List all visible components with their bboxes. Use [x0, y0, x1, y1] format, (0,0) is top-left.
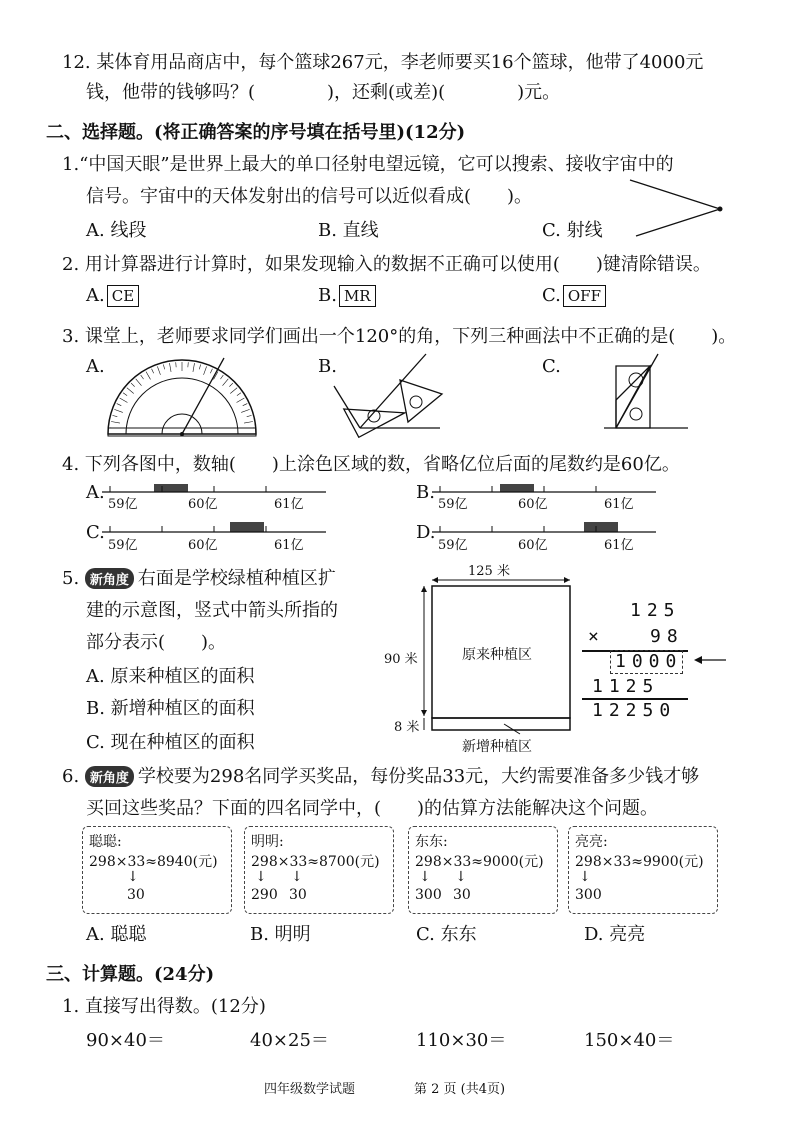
protractor-tick: [123, 393, 127, 396]
protractor-tick: [210, 369, 212, 374]
protractor-tick: [244, 421, 253, 423]
protractor-tick: [222, 379, 228, 386]
arrow-down-icon: ↓: [291, 869, 303, 885]
mc3-option-b: B.: [318, 356, 337, 377]
calc-result: 12250: [592, 700, 677, 721]
mc4-c-tick-61: 61亿: [274, 538, 304, 553]
mc2-option-a: A. CE: [86, 285, 139, 307]
mc1-option-b: B. 直线: [318, 220, 379, 241]
footer-subject: 四年级数学试题: [264, 1082, 356, 1097]
protractor-tick: [146, 372, 151, 380]
mc4-option-b: B.: [416, 482, 435, 503]
footer-page: 第 2 页 (共4页): [414, 1082, 506, 1097]
new-angle-badge: 新角度: [85, 568, 134, 589]
calc-item-2: 40×25＝: [250, 1030, 329, 1051]
mc2-option-c: C. OFF: [542, 285, 606, 307]
arrow-down-icon: ↓: [419, 869, 431, 885]
mc6-option-d: D. 亮亮: [584, 924, 646, 945]
mc3-option-c: C.: [542, 356, 561, 377]
calc1-title: 1. 直接写出得数。(12分): [62, 996, 266, 1017]
protractor-tick: [247, 415, 252, 416]
mc5-line1: 5. 新角度 右面是学校绿植种植区扩: [62, 568, 336, 589]
ray-angle-figure: [626, 176, 726, 240]
new-angle-badge: 新角度: [85, 766, 134, 787]
arrow-down-icon: ↓: [127, 869, 139, 885]
mc6-option-b: B. 明明: [250, 924, 311, 945]
protractor-tick: [220, 375, 223, 379]
protractor-tick: [111, 421, 120, 423]
protractor-tick: [193, 363, 195, 372]
ce-key: CE: [107, 285, 139, 307]
mc4-a-tick-59: 59亿: [108, 497, 138, 512]
height-label: 90 米: [384, 652, 418, 667]
protractor-tick: [237, 398, 245, 403]
mr-key: MR: [339, 285, 376, 307]
mc1-option-a: A. 线段: [86, 220, 147, 241]
protractor-tick: [117, 404, 122, 406]
mc2-text: 2. 用计算器进行计算时，如果发现输入的数据不正确可以使用( )键清除错误。: [62, 254, 711, 275]
section2-title: 二、选择题。(将正确答案的序号填在括号里)(12分): [46, 122, 466, 143]
mc6-line1: 6. 新角度 学校要为298名同学买奖品，每份奖品33元，大约需要准备多少钱才够: [62, 766, 700, 787]
original-area-label: 原来种植区: [462, 647, 532, 663]
q12-line1: 12. 某体育用品商店中，每个篮球267元，李老师要买16个篮球，他带了4000元: [62, 52, 704, 73]
arrow-down-icon: ↓: [255, 869, 267, 885]
mc6-option-c: C. 东东: [416, 924, 477, 945]
mc5-option-a: A. 原来种植区的面积: [86, 666, 255, 687]
calc-mul-sign: ×: [588, 626, 599, 647]
calc-top: 125: [630, 600, 681, 621]
triangle-ruler-c-figure: [592, 350, 692, 440]
protractor-tick: [230, 388, 237, 394]
protractor-tick: [199, 364, 200, 369]
mc4-d-tick-60: 60亿: [518, 538, 548, 553]
protractor-tick: [157, 366, 160, 374]
added-height-label: 8 米: [394, 720, 420, 735]
mc4-b-tick-59: 59亿: [438, 497, 468, 512]
mc1-line2: 信号。宇宙中的天体发射出的信号可以近似看成( )。: [86, 186, 533, 207]
mc5-line3: 部分表示( )。: [86, 632, 227, 653]
protractor-tick: [120, 398, 128, 403]
estimate-card-dongdong: 东东: 298×33≈9000(元) ↓ ↓ 300 30: [408, 826, 558, 914]
protractor-tick: [243, 404, 248, 406]
mc5-line2: 建的示意图，竖式中箭头所指的: [86, 600, 338, 621]
mc4-b-tick-60: 60亿: [518, 497, 548, 512]
protractor-tick: [141, 375, 144, 379]
mc4-text: 4. 下列各图中，数轴( )上涂色区域的数，省略亿位后面的尾数约是60亿。: [62, 454, 680, 475]
protractor-tick: [169, 363, 171, 372]
calc-item-4: 150×40＝: [584, 1030, 675, 1051]
protractor-tick: [152, 369, 154, 374]
mc1-line1: 1.“中国天眼”是世界上最大的单口径射电望远镜，它可以搜索、接收宇宙中的: [62, 154, 674, 175]
mc4-option-d: D.: [416, 522, 436, 543]
mc4-option-a: A.: [86, 482, 105, 503]
mc4-a-tick-60: 60亿: [188, 497, 218, 512]
mc4-option-c: C.: [86, 522, 105, 543]
mc4-b-tick-61: 61亿: [604, 497, 634, 512]
protractor-tick: [237, 393, 241, 396]
protractor-tick: [229, 383, 233, 387]
triangle-ruler-b-figure: [330, 350, 450, 440]
calc-item-1: 90×40＝: [86, 1030, 165, 1051]
mc1-option-c: C. 射线: [542, 220, 603, 241]
arrow-down-icon: ↓: [579, 869, 591, 885]
estimate-card-congcong: 聪聪: 298×33≈8940(元) ↓ 30: [82, 826, 232, 914]
mc6-option-a: A. 聪聪: [86, 924, 147, 945]
estimate-card-liangliang: 亮亮: 298×33≈9900(元) ↓ 300: [568, 826, 718, 914]
protractor-tick: [114, 409, 122, 412]
new-area-label: 新增种植区: [462, 739, 532, 755]
calc-partial-1: 1000: [610, 650, 683, 674]
calc-bottom: 98: [650, 626, 684, 647]
arrow-left-icon: [692, 652, 728, 668]
section3-title: 三、计算题。(24分): [46, 964, 215, 985]
mc4-d-tick-59: 59亿: [438, 538, 468, 553]
protractor-tick: [241, 409, 249, 412]
mc4-a-tick-61: 61亿: [274, 497, 304, 512]
calc-partial-2: 1125: [592, 676, 660, 697]
protractor-tick: [112, 415, 117, 416]
mc4-c-tick-59: 59亿: [108, 538, 138, 553]
arrow-down-icon: ↓: [455, 869, 467, 885]
mc6-line2: 买回这些奖品？下面的四名同学中，( )的估算方法能解决这个问题。: [86, 798, 659, 819]
estimate-card-mingming: 明明: 298×33≈8700(元) ↓ ↓ 290 30: [244, 826, 394, 914]
protractor-tick: [136, 379, 142, 386]
width-label: 125 米: [468, 564, 510, 579]
mc3-option-a: A.: [86, 356, 105, 377]
mc3-text: 3. 课堂上，老师要求同学们画出一个120°的角，下列三种画法中不正确的是( )。: [62, 326, 737, 347]
protractor-tick: [131, 383, 135, 387]
protractor-tick: [127, 388, 134, 394]
q12-line2: 钱，他带的钱够吗？( )，还剩(或差)( )元。: [86, 82, 561, 103]
mc2-option-b: B. MR: [318, 285, 376, 307]
calc-item-3: 110×30＝: [416, 1030, 507, 1051]
protractor-figure: [104, 350, 264, 440]
off-key: OFF: [563, 285, 606, 307]
protractor-tick: [163, 364, 164, 369]
mc4-c-tick-60: 60亿: [188, 538, 218, 553]
protractor-tick: [204, 366, 207, 374]
mc5-option-c: C. 现在种植区的面积: [86, 732, 255, 753]
mc5-option-b: B. 新增种植区的面积: [86, 698, 255, 719]
mc4-d-tick-61: 61亿: [604, 538, 634, 553]
